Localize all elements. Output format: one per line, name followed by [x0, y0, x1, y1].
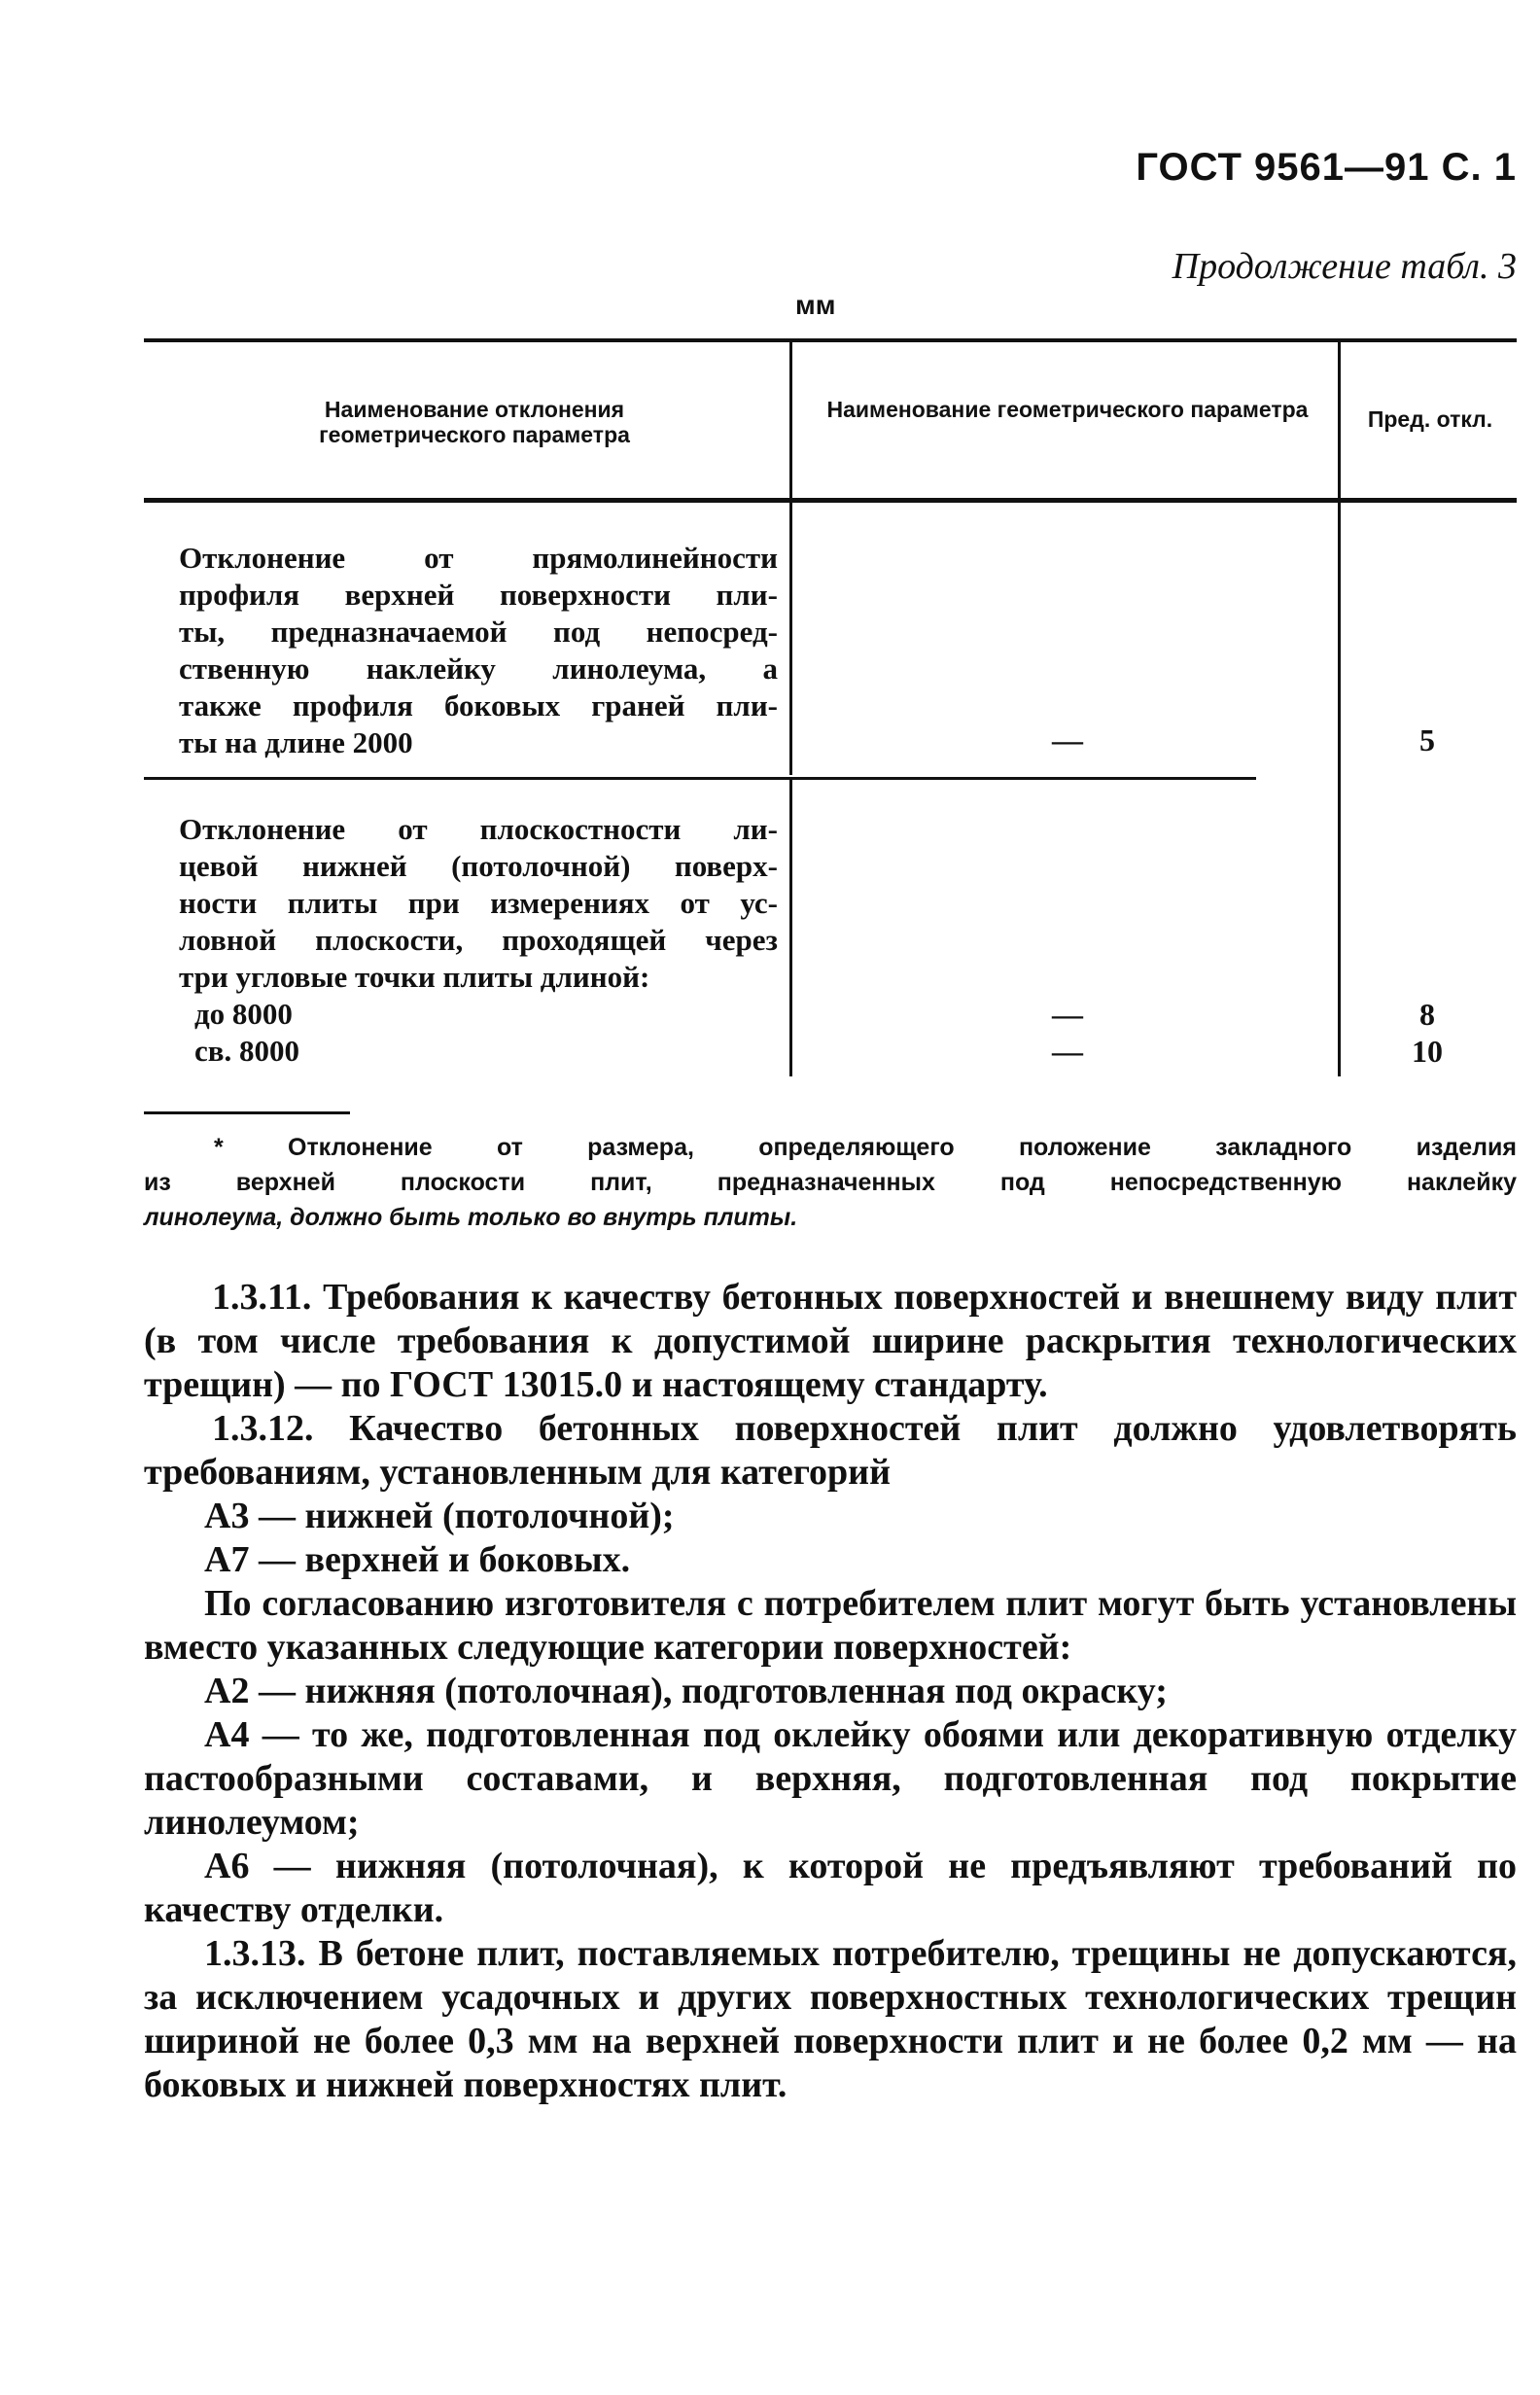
category-a4: А4 — то же, подготовленная под оклейку обоями или декоративную отделку пастообразными составами, и верхняя, подготовленная под покрытие линолеумом;: [144, 1714, 1517, 1843]
row1-line: профиля верхней поверхности пли-: [179, 578, 778, 612]
category-a6: А6 — нижняя (потолочная), к которой не предъявляют требований по качеству отделки.: [144, 1846, 1517, 1930]
column-header-limit: Пред. откл.: [1367, 406, 1493, 432]
paragraph-1-3-12: 1.3.12. Качество бетонных поверхностей плит должно удовлетворять требованиям, установленным для категорий: [144, 1408, 1517, 1493]
row1-line: ственную наклейку линолеума, а: [179, 652, 778, 686]
category-a7: А7 — верхней и боковых.: [204, 1539, 631, 1580]
row2-line: Отклонение от плоскостности ли-: [179, 812, 778, 846]
row2-sub2-parameter: —: [1052, 1034, 1083, 1069]
row2-line: ности плиты при измерениях от ус-: [179, 886, 778, 920]
category-a2: А2 — нижняя (потолочная), подготовленная под окраску;: [204, 1671, 1168, 1711]
row1-line: Отклонение от прямолинейности: [179, 541, 778, 575]
column-divider-1: [789, 340, 792, 498]
header-bottom-rule: [144, 498, 1517, 503]
column-divider-1-body: [789, 503, 792, 775]
row2-sub1-limit: 8: [1419, 997, 1435, 1032]
footnote: [144, 1130, 1517, 1235]
row2-sub2-limit: 10: [1412, 1034, 1443, 1069]
footnote-line: * Отклонение от размера, определяющего положение закладного изделия: [214, 1134, 1517, 1161]
column-divider-2: [1338, 340, 1341, 498]
deviation-table: [144, 333, 1517, 1091]
table-top-rule: [144, 338, 1517, 342]
row1-parameter: —: [1052, 722, 1083, 757]
table-units: мм: [795, 290, 836, 320]
paragraph-1-3-11: 1.3.11. Требования к качеству бетонных поверхностей и внешнему виду плит (в том числе требования к допустимой ширине раскрытия технологических трещин) — по ГОСТ 13015.0 и настоящему стандарту.: [144, 1277, 1517, 1405]
row2-line: цевой нижней (потолочной) поверх-: [179, 849, 778, 883]
row1-line: также профиля боковых граней пли-: [179, 688, 778, 722]
row2-line: три угловые точки плиты длиной:: [179, 960, 650, 994]
row2-sub-label: св. 8000: [194, 1034, 300, 1068]
column-header-parameter: Наименование геометрического параметра: [826, 397, 1309, 422]
paragraph-agreement: По согласованию изготовителя с потребителем плит могут быть установлены вместо указанных следующие категории поверхностей:: [144, 1583, 1517, 1668]
footnote-line: из верхней плоскости плит, предназначенных под непосредственную наклейку: [144, 1169, 1517, 1196]
paragraph-1-3-13: 1.3.13. В бетоне плит, поставляемых потребителю, трещины не допускаются, за исключением усадочных и других поверхностных технологических трещин шириной не более 0,3 мм на верхней поверхности плит и не более 0,2 мм — на боковых и нижней поверхностях плит.: [144, 1933, 1517, 2105]
column-divider-1-body2: [789, 780, 792, 1076]
row1-limit: 5: [1419, 722, 1435, 757]
row1-line: ты на длине 2000: [179, 725, 413, 759]
body-text: [144, 1276, 1517, 2107]
row2-sub1-parameter: —: [1052, 997, 1083, 1032]
row2-sub-label: до 8000: [194, 997, 293, 1031]
footnote-line: линолеума, должно быть только во внутрь плиты.: [144, 1204, 798, 1231]
row1-deviation-text: [179, 540, 778, 761]
page-header: ГОСТ 9561—91 С. 1: [1136, 146, 1517, 189]
table-continuation-caption: Продолжение табл. 3: [1172, 246, 1517, 287]
category-a3: А3 — нижней (потолочной);: [204, 1496, 675, 1536]
column-header-deviation: Наименование отклонения геометрического параметра: [319, 397, 630, 447]
footnote-rule: [144, 1111, 350, 1114]
row2-line: ловной плоскости, проходящей через: [179, 923, 778, 957]
row2-deviation-text: [179, 811, 778, 1070]
row1-line: ты, предназначаемой под непосред-: [179, 615, 778, 649]
row-divider: [144, 777, 1256, 780]
column-divider-2-body: [1338, 503, 1341, 1076]
